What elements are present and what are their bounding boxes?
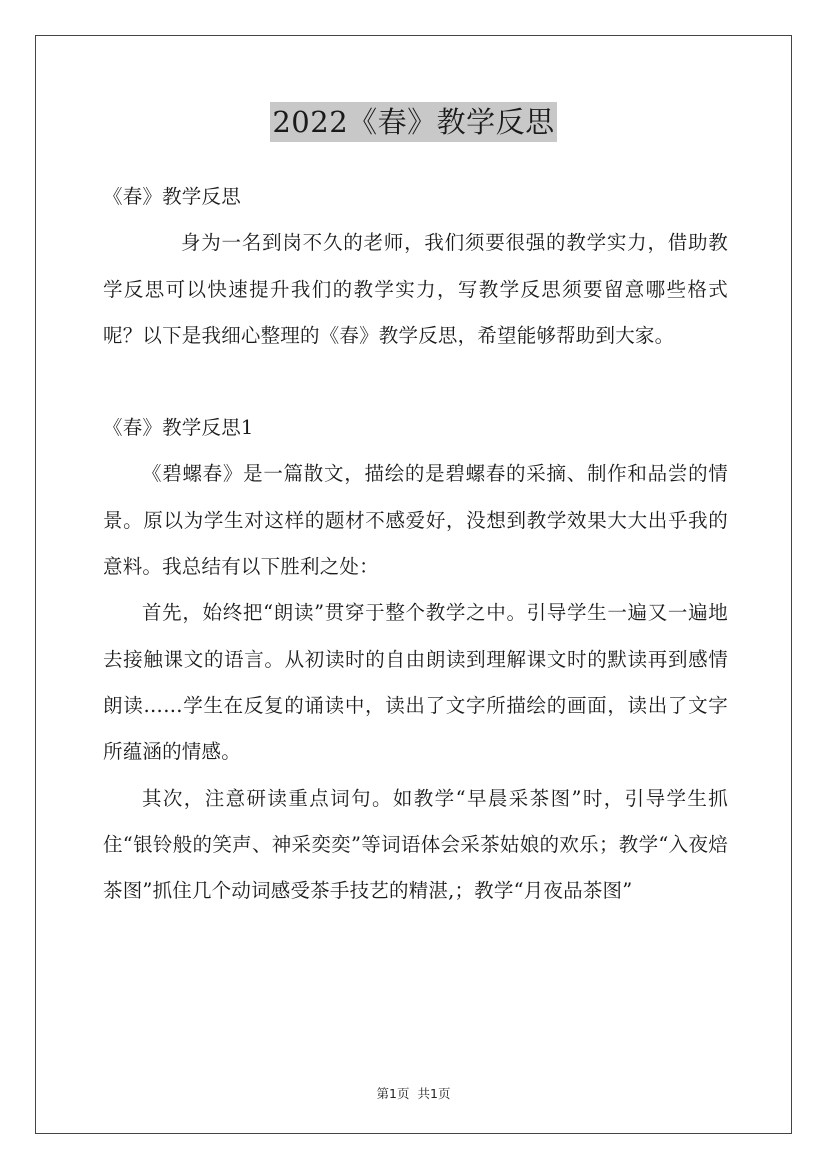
page-footer bbox=[0, 1084, 827, 1102]
page-number-current: 第1页 bbox=[376, 1086, 410, 1101]
section-heading-1: 《春》教学反思1 bbox=[103, 416, 254, 440]
document-title: 2022《春》教学反思 bbox=[270, 102, 556, 142]
document-body bbox=[103, 174, 728, 914]
paragraph-2: 首先，始终把“朗读”贯穿于整个教学之中。引导学生一遍又一遍地去接触课文的语言。从初读时的自由朗读到理解课文时的默读再到感情朗读……学生在反复的诵读中，读出了文字所描绘的画面，读出了文字所蕴涵的情感。 bbox=[103, 601, 728, 764]
paragraph-3: 其次，注意研读重点词句。如教学“早晨采茶图”时，引导学生抓住“银铃般的笑声、神采奕奕”等词语体会采茶姑娘的欢乐；教学“入夜焙茶图”抓住几个动词感受茶手技艺的精湛,；教学“月夜品茶图” bbox=[103, 786, 728, 903]
intro-paragraph: 身为一名到岗不久的老师，我们须要很强的教学实力，借助教学反思可以快速提升我们的教学实力，写教学反思须要留意哪些格式呢？以下是我细心整理的《春》教学反思，希望能够帮助到大家。 bbox=[103, 231, 728, 347]
paragraph-1: 《碧螺春》是一篇散文，描绘的是碧螺春的采摘、制作和品尝的情景。原以为学生对这样的题材不感爱好，没想到教学效果大大出乎我的意料。我总结有以下胜利之处： bbox=[103, 462, 728, 579]
paragraph-gap bbox=[103, 359, 728, 405]
section-heading-main: 《春》教学反思 bbox=[103, 185, 241, 208]
title-container bbox=[0, 102, 827, 142]
page-number-total: 共1页 bbox=[417, 1086, 451, 1101]
